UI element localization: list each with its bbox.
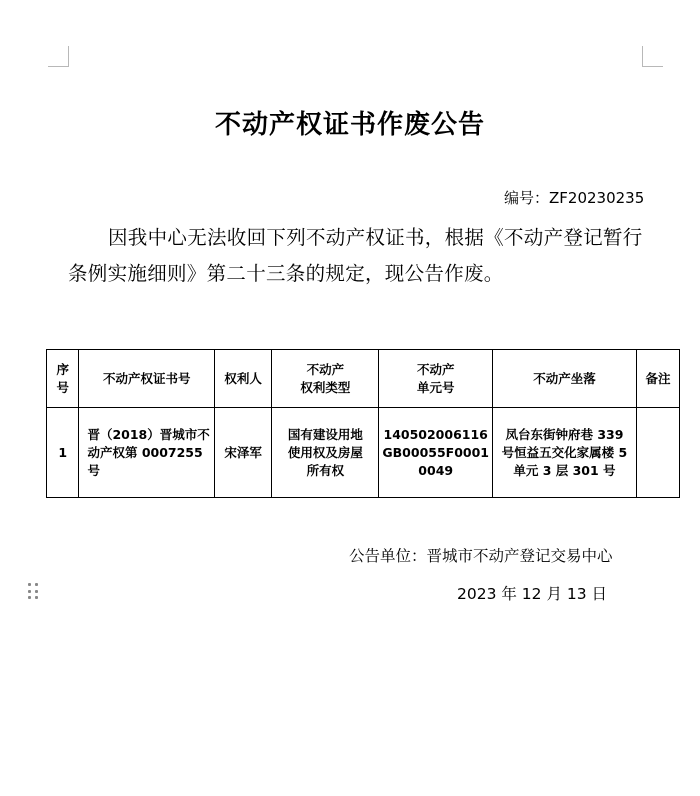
header-seq: 序 号	[47, 350, 79, 408]
certificate-table	[46, 349, 680, 498]
cell-seq: 1	[47, 408, 79, 498]
header-owner: 权利人	[214, 350, 271, 408]
cell-owner: 宋泽军	[214, 408, 271, 498]
header-location: 不动产坐落	[493, 350, 637, 408]
header-right-type: 不动产 权利类型	[272, 350, 379, 408]
issuer: 公告单位：晋城市不动产登记交易中心	[349, 547, 613, 565]
drag-handle-icon[interactable]	[28, 583, 40, 601]
cell-location: 凤台东街钟府巷 339 号恒益五交化家属楼 5 单元 3 层 301 号	[493, 408, 637, 498]
page-corner-marker-top-left	[48, 46, 69, 67]
cell-cert-no: 晋（2018）晋城市不动产权第 0007255 号	[79, 408, 214, 498]
cell-right-type: 国有建设用地使用权及房屋所有权	[272, 408, 379, 498]
announcement-body: 因我中心无法收回下列不动产权证书，根据《不动产登记暂行条例实施细则》第二十三条的规定，现公告作废。	[68, 226, 643, 285]
table-row	[47, 408, 680, 498]
page-title: 不动产权证书作废公告	[214, 110, 485, 140]
header-remark: 备注	[636, 350, 679, 408]
header-cert-no: 不动产权证书号	[79, 350, 214, 408]
issue-date: 2023 年 12 月 13 日	[457, 585, 608, 603]
header-unit-no: 不动产 单元号	[379, 350, 493, 408]
cell-remark	[636, 408, 679, 498]
document-number: 编号：ZF20230235	[504, 189, 645, 207]
table-header-row	[47, 350, 680, 408]
page-corner-marker-top-right	[642, 46, 663, 67]
cell-unit-no: 140502006116 GB00055F0001 0049	[379, 408, 493, 498]
